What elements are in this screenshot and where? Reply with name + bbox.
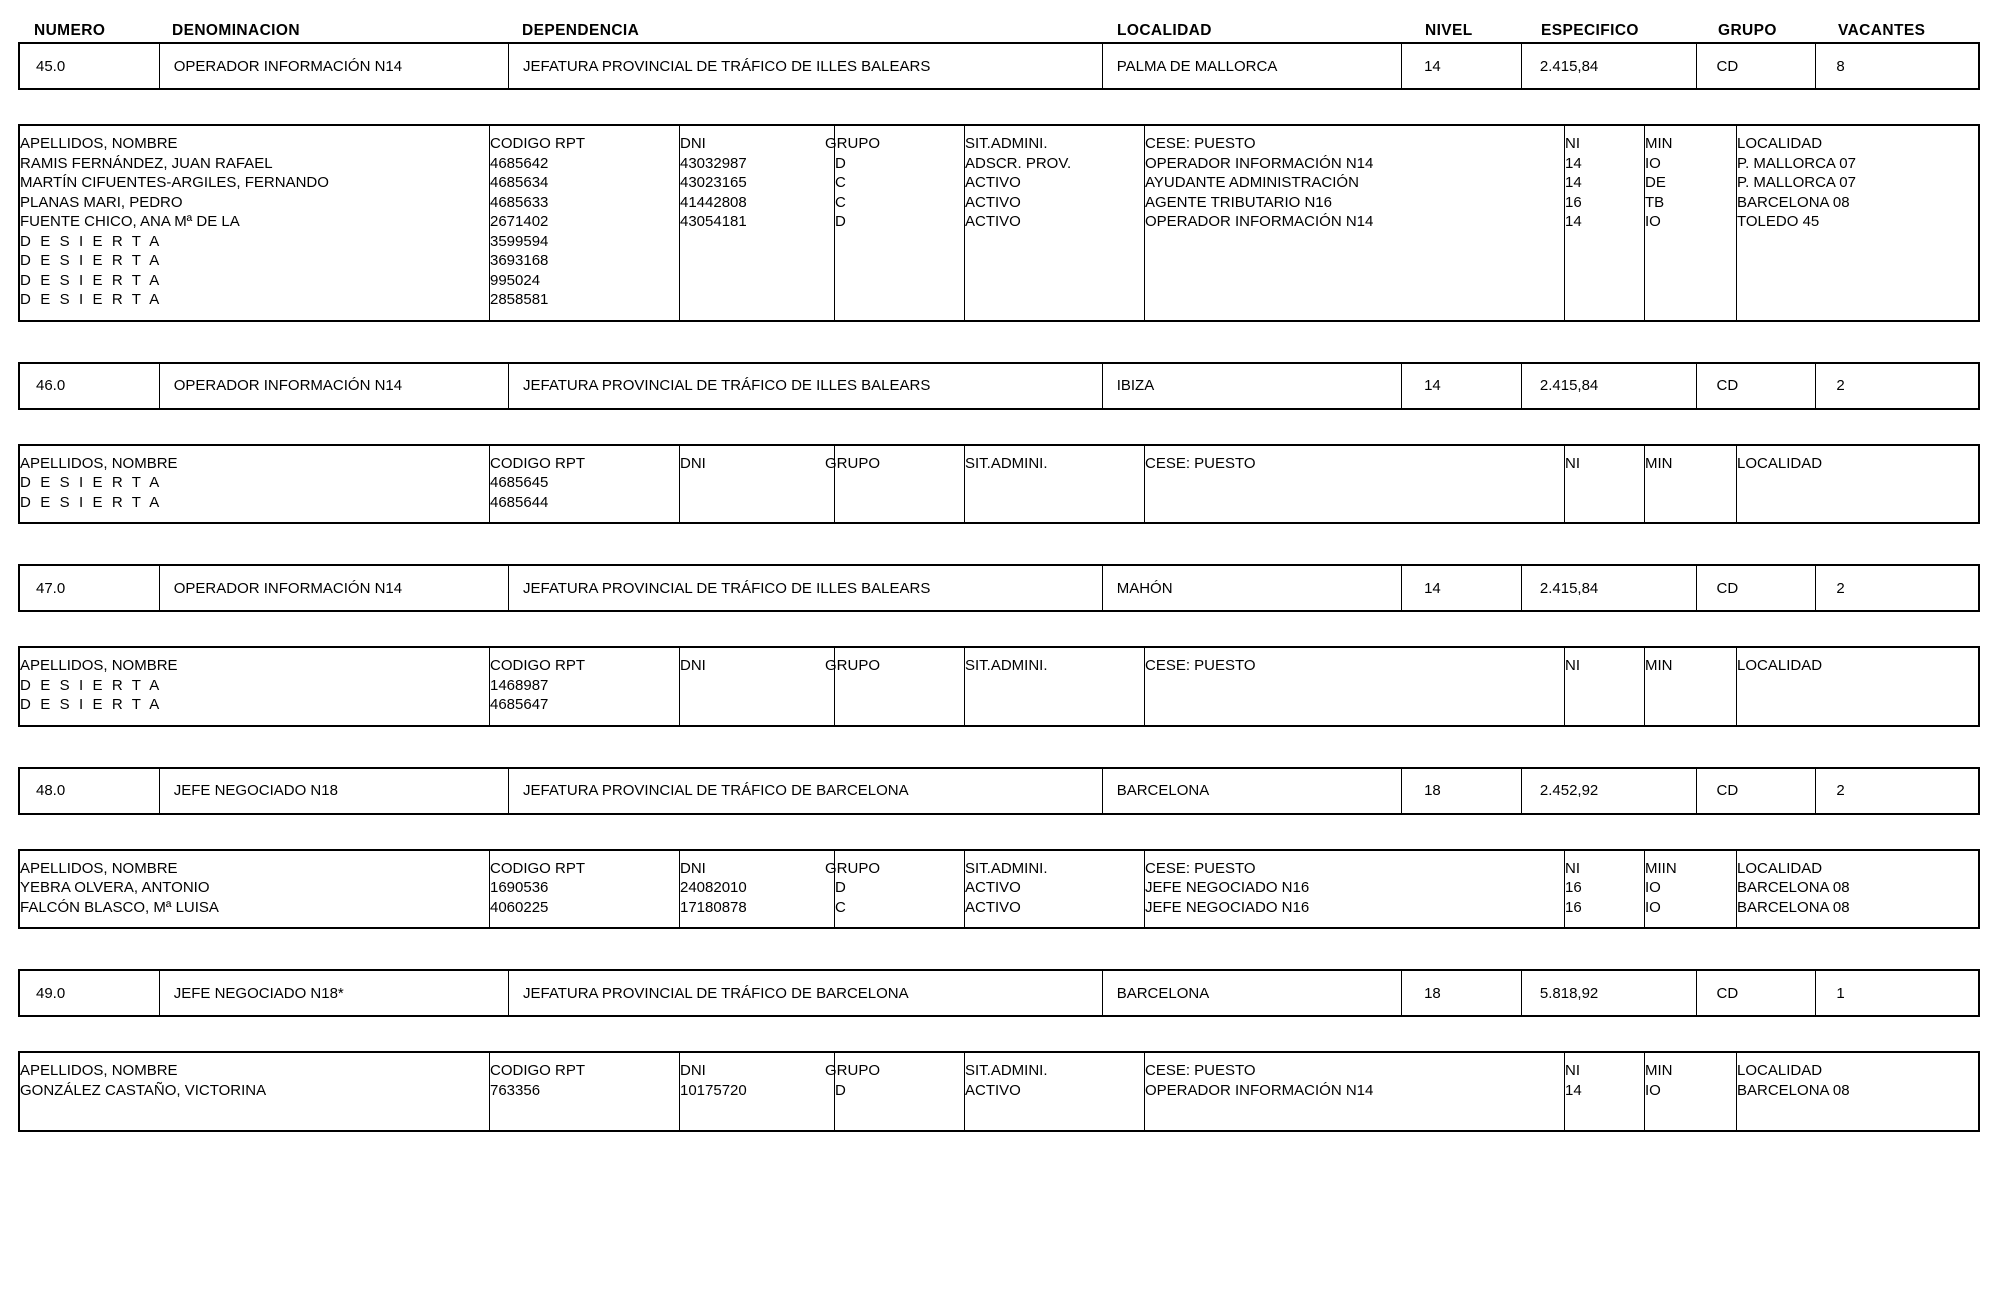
cell-cese-puesto: OPERADOR INFORMACIÓN N14 [1145,154,1374,172]
detail-col-min [1645,126,1737,320]
cell-apellidos: D E S I E R T A [20,232,162,250]
detail-col-apellidos [20,648,490,725]
cell-dni: 10175720 [680,1081,747,1099]
cell-codigo-rpt: 1690536 [490,879,549,896]
detail-header-dni: DNI [680,657,706,674]
detail-col-sit-admini [965,648,1145,725]
detail-col-dni [680,851,835,928]
detail-header-ni: NI [1565,657,1580,674]
cell-codigo-rpt: 995024 [490,271,541,289]
puesto-vacantes: 2 [1836,579,1845,597]
cell-apellidos: D E S I E R T A [20,252,162,269]
column-header-vacantes: VACANTES [1838,22,1926,39]
cell-dni: 43032987 [680,154,747,172]
puesto-nivel: 18 [1402,971,1522,1015]
cell-apellidos: PLANAS MARI, PEDRO [20,193,183,211]
detail-col-codigo-rpt [490,446,680,523]
detail-header-codigo-rpt: CODIGO RPT [490,1062,586,1079]
puesto-numero: 46.0 [20,364,160,408]
detail-col-cese-puesto [1145,446,1565,523]
cell-codigo-rpt: 2671402 [490,213,549,230]
column-header-nivel: NIVEL [1425,22,1473,39]
detail-col-codigo-rpt [490,1053,680,1130]
detail-header-cese-puesto: CESE: PUESTO [1145,657,1256,674]
detail-header-codigo-rpt: CODIGO RPT [490,135,586,152]
cell-min: DE [1645,174,1666,191]
detail-header-localidad: LOCALIDAD [1737,135,1823,152]
cell-localidad: P. MALLORCA 07 [1737,174,1856,191]
cell-apellidos: D E S I E R T A [20,696,162,713]
column-header-localidad: LOCALIDAD [1117,22,1212,39]
detail-header-sit-admini: SIT.ADMINI. [965,454,1048,472]
detail-table [18,646,1980,727]
detail-col-localidad [1737,126,1950,320]
detail-col-min [1645,1053,1737,1130]
column-header-row [18,8,1980,42]
cell-apellidos: D E S I E R T A [20,271,162,289]
cell-min: IO [1645,213,1661,230]
cell-apellidos: FUENTE CHICO, ANA Mª DE LA [20,213,240,230]
detail-header-localidad: LOCALIDAD [1737,859,1823,877]
cell-grupo: C [835,898,846,916]
puesto-localidad: BARCELONA [1103,971,1402,1015]
listing-sheet [18,8,1980,1132]
detail-col-sit-admini [965,446,1145,523]
puesto-vacantes: 2 [1836,782,1845,799]
detail-col-codigo-rpt [490,851,680,928]
detail-header-min: MIN [1645,657,1673,674]
puesto-denominacion: JEFE NEGOCIADO N18* [160,971,509,1015]
cell-cese-puesto: JEFE NEGOCIADO N16 [1145,879,1310,896]
puesto-especifico: 5.818,92 [1522,971,1697,1015]
detail-col-grupo [825,126,965,320]
detail-col-localidad [1737,446,1950,523]
detail-col-min [1645,446,1737,523]
puesto-dependencia: JEFATURA PROVINCIAL DE TRÁFICO DE ILLES BALEARS [509,364,1103,408]
puesto-grupo: CD [1697,971,1817,1015]
detail-col-apellidos [20,446,490,523]
detail-header-min: MIN [1645,454,1673,472]
detail-col-dni [680,126,835,320]
detail-col-sit-admini [965,851,1145,928]
detail-header-sit-admini: SIT.ADMINI. [965,657,1048,674]
detail-col-min [1645,851,1737,928]
cell-sit-admini: ACTIVO [965,213,1021,230]
detail-col-apellidos [20,126,490,320]
cell-ni: 14 [1565,1081,1582,1099]
cell-apellidos: YEBRA OLVERA, ANTONIO [20,879,210,896]
cell-ni: 14 [1565,213,1582,230]
cell-localidad: BARCELONA 08 [1737,1081,1850,1099]
puesto-grupo: CD [1697,44,1817,88]
detail-header-apellidos: APELLIDOS, NOMBRE [20,454,178,472]
cell-apellidos: D E S I E R T A [20,474,162,491]
detail-header-grupo: GRUPO [825,657,881,674]
puesto-denominacion: OPERADOR INFORMACIÓN N14 [160,566,509,610]
puesto-numero: 49.0 [20,971,160,1015]
detail-table [18,1051,1980,1132]
puesto-localidad: MAHÓN [1103,566,1402,610]
detail-header-grupo: GRUPO [825,859,881,877]
puesto-especifico: 2.415,84 [1522,566,1697,610]
puesto-nivel: 18 [1402,769,1522,813]
detail-col-sit-admini [965,1053,1145,1130]
detail-header-grupo: GRUPO [825,454,881,472]
cell-apellidos: FALCÓN BLASCO, Mª LUISA [20,898,219,916]
puesto-denominacion: JEFE NEGOCIADO N18 [160,769,509,813]
cell-ni: 16 [1565,879,1582,896]
column-header-especifico: ESPECIFICO [1541,22,1639,39]
puesto-dependencia: JEFATURA PROVINCIAL DE TRÁFICO DE BARCELONA [509,769,1103,813]
cell-sit-admini: ACTIVO [965,193,1021,211]
detail-col-min [1645,648,1737,725]
cell-localidad: P. MALLORCA 07 [1737,154,1856,172]
cell-grupo: D [835,1081,846,1099]
detail-header-min: MIIN [1645,859,1677,877]
detail-header-grupo: GRUPO [825,135,881,152]
detail-header-cese-puesto: CESE: PUESTO [1145,454,1256,472]
puesto-vacantes: 1 [1836,984,1845,1002]
detail-col-localidad [1737,648,1950,725]
detail-col-ni [1565,126,1645,320]
detail-header-ni: NI [1565,454,1580,472]
cell-cese-puesto: OPERADOR INFORMACIÓN N14 [1145,213,1374,230]
puesto-row [18,362,1980,410]
column-header-dependencia: DEPENDENCIA [522,22,640,39]
detail-header-grupo: GRUPO [825,1062,881,1079]
puesto-localidad: IBIZA [1103,364,1402,408]
cell-sit-admini: ACTIVO [965,1081,1021,1099]
cell-grupo: D [835,879,846,896]
cell-min: IO [1645,154,1661,172]
detail-header-apellidos: APELLIDOS, NOMBRE [20,1062,178,1079]
cell-codigo-rpt: 4685644 [490,493,549,511]
detail-header-min: MIN [1645,1062,1673,1079]
detail-header-localidad: LOCALIDAD [1737,657,1823,674]
cell-codigo-rpt: 4685634 [490,174,549,191]
puesto-vacantes: 8 [1836,57,1845,75]
detail-header-codigo-rpt: CODIGO RPT [490,657,586,674]
cell-grupo: C [835,174,846,191]
cell-codigo-rpt: 2858581 [490,291,549,308]
puesto-especifico: 2.415,84 [1522,44,1697,88]
cell-cese-puesto: AYUDANTE ADMINISTRACIÓN [1145,174,1359,191]
detail-col-dni [680,648,835,725]
puesto-dependencia: JEFATURA PROVINCIAL DE TRÁFICO DE BARCELONA [509,971,1103,1015]
detail-header-dni: DNI [680,859,706,877]
cell-grupo: D [835,213,846,230]
detail-header-dni: DNI [680,454,706,472]
puesto-grupo: CD [1697,364,1817,408]
cell-sit-admini: ADSCR. PROV. [965,154,1072,172]
detail-col-dni [680,446,835,523]
cell-apellidos: D E S I E R T A [20,291,162,308]
detail-col-cese-puesto [1145,126,1565,320]
detail-col-ni [1565,446,1645,523]
detail-header-ni: NI [1565,1062,1580,1079]
cell-cese-puesto: AGENTE TRIBUTARIO N16 [1145,193,1332,211]
cell-codigo-rpt: 4685647 [490,696,549,713]
puesto-nivel: 14 [1402,364,1522,408]
cell-cese-puesto: OPERADOR INFORMACIÓN N14 [1145,1081,1374,1099]
puesto-nivel: 14 [1402,566,1522,610]
puesto-localidad: BARCELONA [1103,769,1402,813]
cell-ni: 14 [1565,174,1582,191]
cell-ni: 16 [1565,193,1582,211]
detail-header-codigo-rpt: CODIGO RPT [490,859,586,877]
puesto-numero: 47.0 [20,566,160,610]
cell-ni: 16 [1565,898,1582,916]
detail-header-min: MIN [1645,135,1673,152]
detail-col-apellidos [20,1053,490,1130]
detail-header-apellidos: APELLIDOS, NOMBRE [20,135,178,152]
cell-dni: 17180878 [680,898,747,916]
cell-apellidos: D E S I E R T A [20,676,162,694]
detail-header-dni: DNI [680,135,706,152]
cell-codigo-rpt: 763356 [490,1081,541,1099]
detail-col-codigo-rpt [490,126,680,320]
detail-header-apellidos: APELLIDOS, NOMBRE [20,859,178,877]
puesto-row [18,564,1980,612]
detail-col-cese-puesto [1145,648,1565,725]
detail-header-apellidos: APELLIDOS, NOMBRE [20,657,178,674]
cell-min: IO [1645,898,1661,916]
cell-sit-admini: ACTIVO [965,898,1021,916]
detail-table [18,849,1980,930]
cell-codigo-rpt: 4685645 [490,474,549,491]
detail-col-apellidos [20,851,490,928]
detail-header-cese-puesto: CESE: PUESTO [1145,135,1256,152]
detail-header-sit-admini: SIT.ADMINI. [965,135,1048,152]
puesto-localidad: PALMA DE MALLORCA [1103,44,1402,88]
puesto-grupo: CD [1697,769,1817,813]
puesto-dependencia: JEFATURA PROVINCIAL DE TRÁFICO DE ILLES BALEARS [509,44,1103,88]
cell-apellidos: GONZÁLEZ CASTAÑO, VICTORINA [20,1081,267,1099]
detail-col-localidad [1737,1053,1950,1130]
detail-col-ni [1565,851,1645,928]
cell-codigo-rpt: 3599594 [490,232,549,250]
detail-table [18,444,1980,525]
detail-header-cese-puesto: CESE: PUESTO [1145,1062,1256,1079]
detail-header-codigo-rpt: CODIGO RPT [490,454,586,472]
detail-col-sit-admini [965,126,1145,320]
cell-apellidos: RAMIS FERNÁNDEZ, JUAN RAFAEL [20,154,273,172]
detail-header-localidad: LOCALIDAD [1737,1062,1823,1079]
puesto-row [18,969,1980,1017]
puesto-row [18,767,1980,815]
detail-header-ni: NI [1565,135,1580,152]
puesto-nivel: 14 [1402,44,1522,88]
cell-codigo-rpt: 4060225 [490,898,549,916]
cell-codigo-rpt: 1468987 [490,676,549,694]
detail-header-ni: NI [1565,859,1580,877]
detail-header-localidad: LOCALIDAD [1737,454,1823,472]
detail-col-cese-puesto [1145,851,1565,928]
cell-localidad: BARCELONA 08 [1737,879,1850,896]
detail-header-dni: DNI [680,1062,706,1079]
puesto-dependencia: JEFATURA PROVINCIAL DE TRÁFICO DE ILLES BALEARS [509,566,1103,610]
cell-codigo-rpt: 4685633 [490,193,549,211]
detail-header-sit-admini: SIT.ADMINI. [965,859,1048,877]
puesto-grupo: CD [1697,566,1817,610]
detail-col-grupo [825,1053,965,1130]
puesto-denominacion: OPERADOR INFORMACIÓN N14 [160,44,509,88]
cell-grupo: D [835,154,846,172]
column-header-grupo: GRUPO [1718,22,1777,39]
detail-col-grupo [825,446,965,523]
detail-col-grupo [825,851,965,928]
cell-dni: 43023165 [680,174,747,191]
cell-apellidos: MARTÍN CIFUENTES-ARGILES, FERNANDO [20,174,329,191]
puesto-numero: 48.0 [20,769,160,813]
cell-min: IO [1645,879,1661,896]
detail-col-cese-puesto [1145,1053,1565,1130]
detail-col-ni [1565,1053,1645,1130]
detail-col-dni [680,1053,835,1130]
puesto-especifico: 2.415,84 [1522,364,1697,408]
detail-col-localidad [1737,851,1950,928]
cell-dni: 24082010 [680,879,747,896]
cell-ni: 14 [1565,154,1582,172]
cell-localidad: BARCELONA 08 [1737,898,1850,916]
puesto-vacantes: 2 [1836,377,1845,394]
cell-codigo-rpt: 3693168 [490,252,549,269]
cell-min: TB [1645,193,1665,211]
detail-header-sit-admini: SIT.ADMINI. [965,1062,1048,1079]
cell-sit-admini: ACTIVO [965,174,1021,191]
puesto-especifico: 2.452,92 [1522,769,1697,813]
cell-grupo: C [835,193,846,211]
column-header-denominacion: DENOMINACION [172,22,300,39]
column-header-numero: NUMERO [34,22,106,39]
detail-col-grupo [825,648,965,725]
cell-min: IO [1645,1081,1661,1099]
puesto-numero: 45.0 [20,44,160,88]
cell-cese-puesto: JEFE NEGOCIADO N16 [1145,898,1310,916]
cell-localidad: TOLEDO 45 [1737,213,1820,230]
cell-dni: 41442808 [680,193,747,211]
cell-sit-admini: ACTIVO [965,879,1021,896]
puesto-row [18,42,1980,90]
detail-table [18,124,1980,322]
detail-col-ni [1565,648,1645,725]
cell-apellidos: D E S I E R T A [20,493,162,511]
detail-col-codigo-rpt [490,648,680,725]
cell-codigo-rpt: 4685642 [490,154,549,172]
cell-dni: 43054181 [680,213,747,230]
cell-localidad: BARCELONA 08 [1737,193,1850,211]
puesto-denominacion: OPERADOR INFORMACIÓN N14 [160,364,509,408]
detail-header-cese-puesto: CESE: PUESTO [1145,859,1256,877]
